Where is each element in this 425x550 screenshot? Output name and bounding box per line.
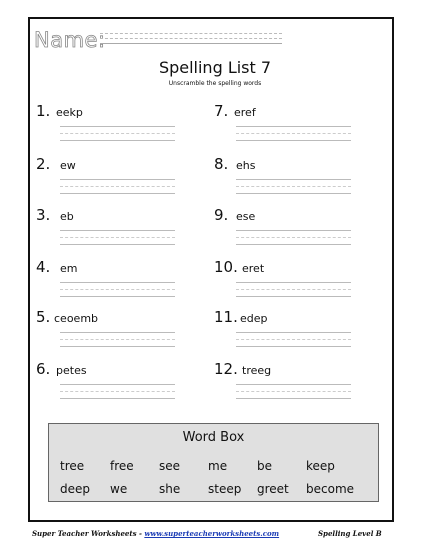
worksheet-subtitle: Unscramble the spelling words [168,80,262,87]
question-number: 4. [36,258,51,276]
question-7 [214,102,384,142]
question-6 [36,360,206,400]
answer-lines[interactable] [60,282,175,303]
answer-lines[interactable] [236,384,351,405]
answer-lines[interactable] [60,126,175,147]
scrambled-word: ehs [236,159,256,172]
question-number: 9. [214,206,229,224]
question-number: 10. [214,258,238,276]
word-box-word: become [306,482,355,496]
word-box-title: Word Box [182,430,245,445]
scrambled-word: eret [242,262,265,275]
word-box-word: keep [306,459,335,473]
scrambled-word: ese [236,210,256,223]
scrambled-word: petes [56,364,87,377]
question-4 [36,258,206,298]
answer-lines[interactable] [236,282,351,303]
question-10 [214,258,384,298]
word-box-word: steep [208,482,242,496]
question-number: 7. [214,102,229,120]
word-box-word: we [110,482,128,496]
scrambled-word: em [60,262,78,275]
scrambled-word: treeg [242,364,272,377]
question-12 [214,360,384,400]
answer-lines[interactable] [236,230,351,251]
word-box-word: free [110,459,134,473]
scrambled-word: ew [60,159,76,172]
question-11 [214,308,384,348]
scrambled-word: eref [234,106,256,119]
question-number: 1. [36,102,51,120]
word-box-word: me [208,459,228,473]
answer-lines[interactable] [60,179,175,200]
answer-lines[interactable] [60,332,175,353]
worksheet-title: Spelling List 7 [158,58,272,77]
question-8 [214,155,384,195]
scrambled-word: ceoemb [54,312,99,325]
word-box-word: greet [257,482,289,496]
question-number: 12. [214,360,238,378]
word-box-word: she [159,482,181,496]
question-9 [214,206,384,246]
name-label: Name: [34,28,106,52]
word-box-word: see [159,459,181,473]
footer-level: Spelling Level B [318,529,382,538]
answer-lines[interactable] [236,332,351,353]
word-box-word: deep [60,482,90,496]
question-number: 11. [214,308,238,326]
scrambled-word: eekp [56,106,83,119]
question-number: 8. [214,155,229,173]
question-5 [36,308,206,348]
question-number: 3. [36,206,51,224]
answer-lines[interactable] [236,126,351,147]
word-box-word: tree [60,459,85,473]
question-number: 2. [36,155,51,173]
footer-left [32,529,279,538]
footer-link[interactable]: www.superteacherworksheets.com [144,529,280,538]
footer-site-name: Super Teacher Worksheets - [32,529,145,538]
question-2 [36,155,206,195]
scrambled-word: edep [240,312,268,325]
question-3 [36,206,206,246]
answer-lines[interactable] [60,384,175,405]
question-1 [36,102,206,142]
answer-lines[interactable] [236,179,351,200]
word-box-word: be [257,459,272,473]
scrambled-word: eb [60,210,74,223]
question-number: 5. [36,308,51,326]
answer-lines[interactable] [60,230,175,251]
question-number: 6. [36,360,51,378]
word-box [48,423,379,502]
name-writing-lines[interactable] [100,33,282,49]
